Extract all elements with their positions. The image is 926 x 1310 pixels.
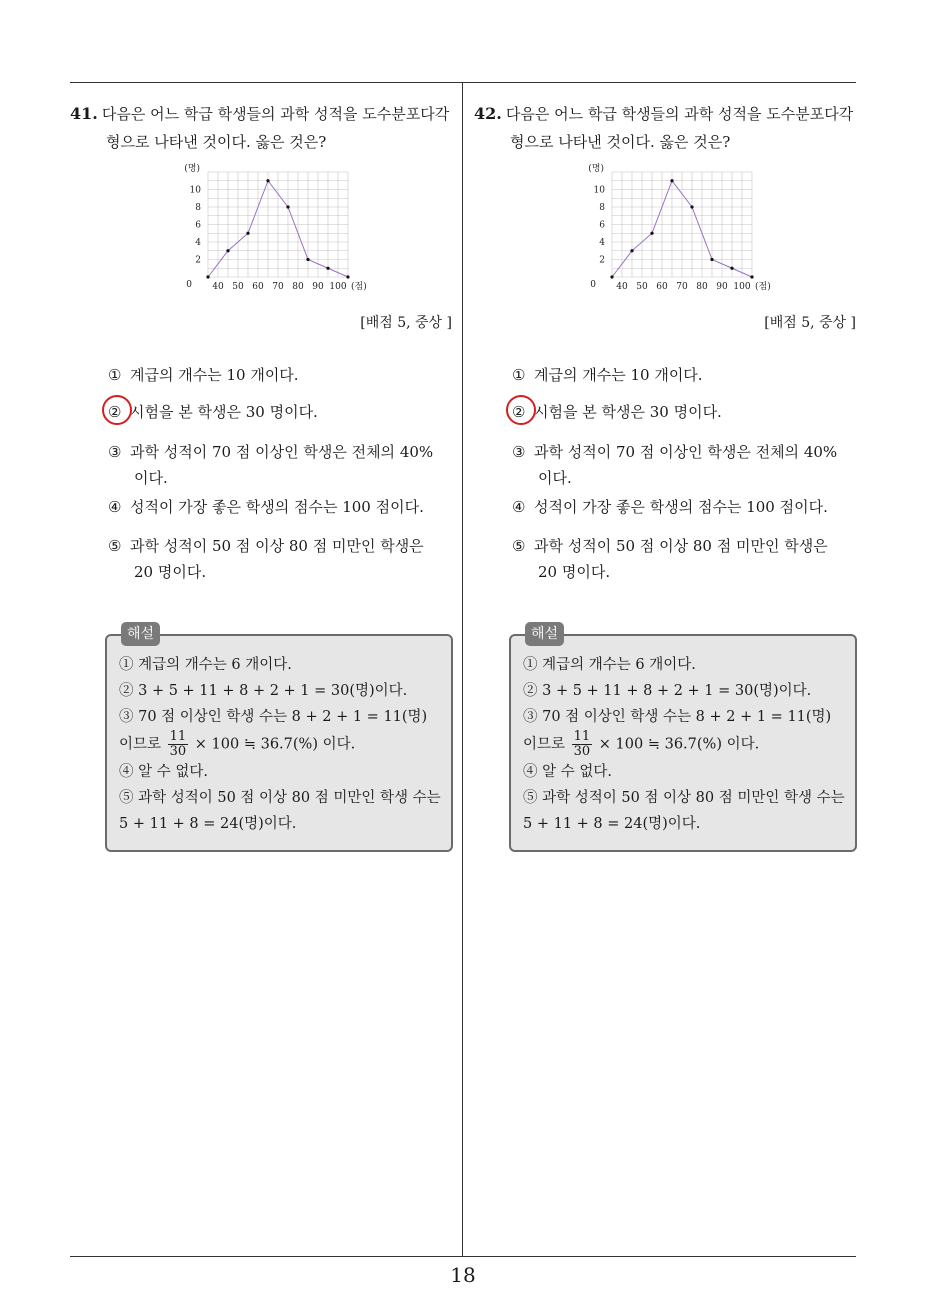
question-41 (70, 100, 460, 832)
y-tick-label: 8 (195, 203, 201, 213)
data-point (670, 179, 673, 182)
choice-text-continued: 20 명이다. (538, 563, 611, 581)
choice-text: 과학 성적이 70 점 이상인 학생은 전체의 40% (130, 443, 434, 461)
fraction-denominator: 30 (169, 744, 187, 759)
data-point (630, 249, 633, 252)
x-tick-label: 60 (656, 282, 668, 292)
x-tick-label: 90 (716, 282, 728, 292)
x-tick-label: 50 (636, 282, 648, 292)
explanation-line: 5 + 11 + 8 = 24(명)이다. (523, 816, 701, 832)
question-stem (70, 100, 460, 128)
fraction (572, 730, 593, 759)
score-label: [배점 5, 중상 ] (764, 315, 856, 331)
score-label: [배점 5, 중상 ] (360, 315, 452, 331)
question-text-line2: 형으로 나타낸 것이다. 옳은 것은? (510, 133, 731, 151)
choice-text-continued: 20 명이다. (134, 563, 207, 581)
page-number: 18 (450, 1263, 476, 1287)
explanation-line: ② 3 + 5 + 11 + 8 + 2 + 1 = 30(명)이다. (119, 683, 408, 699)
fraction (168, 730, 189, 759)
explanation-box (105, 626, 453, 852)
y-zero-label: 0 (186, 280, 192, 290)
data-point (750, 275, 753, 278)
explanation-fraction-line (119, 730, 445, 759)
explanation-line: ③ 70 점 이상인 학생 수는 8 + 2 + 1 = 11(명) (119, 709, 428, 725)
x-tick-label: 50 (232, 282, 244, 292)
choice-2[interactable] (108, 399, 448, 425)
choice-text-continued: 이다. (538, 469, 572, 487)
choice-mark: ④ (108, 498, 122, 516)
explanation-line: ④ 알 수 없다. (119, 764, 208, 780)
answer-circle-mark (102, 395, 132, 425)
choice-5[interactable] (512, 533, 852, 585)
explanation-body (523, 652, 849, 837)
explanation-text: 이므로 (119, 736, 162, 753)
y-zero-label: 0 (590, 280, 596, 290)
choice-text: 과학 성적이 50 점 이상 80 점 미만인 학생은 (534, 537, 828, 555)
x-tick-label: 100 (733, 282, 751, 292)
y-tick-label: 4 (195, 238, 201, 248)
x-tick-label: 60 (252, 282, 264, 292)
x-tick-label: 40 (212, 282, 224, 292)
explanation-line: ① 계급의 개수는 6 개이다. (119, 657, 292, 673)
choice-3[interactable] (108, 439, 448, 491)
x-axis-label: (점) (755, 282, 771, 292)
data-point (346, 275, 349, 278)
question-text-line2: 형으로 나타낸 것이다. 옳은 것은? (106, 133, 327, 151)
y-tick-label: 6 (195, 220, 201, 231)
choice-mark: ④ (512, 498, 526, 516)
y-axis-label: (명) (184, 164, 200, 174)
data-point (650, 232, 653, 235)
data-point (610, 275, 613, 278)
explanation-text: × 100 ≒ 36.7(%) 이다. (598, 736, 760, 753)
choice-mark: ② (108, 403, 122, 421)
y-tick-label: 6 (599, 220, 605, 231)
data-point (306, 258, 309, 261)
data-point (266, 179, 269, 182)
explanation-line: 5 + 11 + 8 = 24(명)이다. (119, 816, 297, 832)
choice-text: 시험을 본 학생은 30 명이다. (534, 403, 722, 421)
choice-4[interactable] (108, 494, 448, 520)
data-point (690, 205, 693, 208)
x-tick-label: 40 (616, 282, 628, 292)
answer-circle-mark (506, 395, 536, 425)
question-42 (474, 100, 864, 832)
choice-mark: ① (108, 366, 122, 384)
question-text-line1: 다음은 어느 학급 학생들의 과학 성적을 도수분포다각 (101, 105, 450, 123)
data-point (206, 275, 209, 278)
question-number: 42. (474, 104, 502, 123)
choice-text: 시험을 본 학생은 30 명이다. (130, 403, 318, 421)
choice-mark: ③ (512, 443, 526, 461)
bottom-rule (70, 1256, 856, 1257)
explanation-tag: 해설 (121, 622, 160, 646)
explanation-body (119, 652, 445, 837)
choice-5[interactable] (108, 533, 448, 585)
choice-text-continued: 이다. (134, 469, 168, 487)
explanation-fraction-line (523, 730, 849, 759)
question-stem (474, 100, 864, 128)
explanation-box (509, 626, 857, 852)
frequency-polygon-chart (180, 162, 370, 292)
x-tick-label: 80 (292, 282, 304, 292)
question-number: 41. (70, 104, 98, 123)
x-tick-label: 70 (272, 282, 284, 292)
fraction-denominator: 30 (573, 744, 591, 759)
y-tick-label: 8 (599, 203, 605, 213)
explanation-line: ② 3 + 5 + 11 + 8 + 2 + 1 = 30(명)이다. (523, 683, 812, 699)
column-divider (462, 82, 463, 1257)
y-tick-label: 10 (189, 185, 201, 196)
choice-text: 계급의 개수는 10 개이다. (130, 366, 299, 384)
data-point (286, 205, 289, 208)
explanation-line: ④ 알 수 없다. (523, 764, 612, 780)
choice-text: 과학 성적이 50 점 이상 80 점 미만인 학생은 (130, 537, 424, 555)
choice-mark: ② (512, 403, 526, 421)
question-text-line1: 다음은 어느 학급 학생들의 과학 성적을 도수분포다각 (505, 105, 854, 123)
choice-text: 성적이 가장 좋은 학생의 점수는 100 점이다. (130, 498, 424, 516)
data-point (326, 267, 329, 270)
choice-text: 성적이 가장 좋은 학생의 점수는 100 점이다. (534, 498, 828, 516)
x-tick-label: 70 (676, 282, 688, 292)
choice-text: 과학 성적이 70 점 이상인 학생은 전체의 40% (534, 443, 838, 461)
choice-2[interactable] (512, 399, 852, 425)
y-tick-label: 10 (593, 185, 605, 196)
fraction-numerator: 11 (573, 729, 591, 744)
frequency-polygon-chart (584, 162, 774, 292)
x-tick-label: 90 (312, 282, 324, 292)
x-tick-label: 100 (329, 282, 347, 292)
data-point (730, 267, 733, 270)
explanation-line: ③ 70 점 이상인 학생 수는 8 + 2 + 1 = 11(명) (523, 709, 832, 725)
choice-1[interactable] (108, 362, 448, 388)
explanation-line: ① 계급의 개수는 6 개이다. (523, 657, 696, 673)
data-point (226, 249, 229, 252)
data-point (710, 258, 713, 261)
choice-text: 계급의 개수는 10 개이다. (534, 366, 703, 384)
y-tick-label: 2 (195, 255, 201, 266)
x-axis-label: (점) (351, 282, 367, 292)
choice-mark: ③ (108, 443, 122, 461)
explanation-tag: 해설 (525, 622, 564, 646)
y-axis-label: (명) (588, 164, 604, 174)
choice-mark: ⑤ (512, 537, 526, 555)
top-rule (70, 82, 856, 83)
explanation-text: × 100 ≒ 36.7(%) 이다. (194, 736, 356, 753)
choice-3[interactable] (512, 439, 852, 491)
choice-1[interactable] (512, 362, 852, 388)
fraction-numerator: 11 (169, 729, 187, 744)
explanation-line: ⑤ 과학 성적이 50 점 이상 80 점 미만인 학생 수는 (523, 790, 845, 806)
choice-4[interactable] (512, 494, 852, 520)
y-tick-label: 4 (599, 238, 605, 248)
data-point (246, 232, 249, 235)
x-tick-label: 80 (696, 282, 708, 292)
y-tick-label: 2 (599, 255, 605, 266)
explanation-line: ⑤ 과학 성적이 50 점 이상 80 점 미만인 학생 수는 (119, 790, 441, 806)
explanation-text: 이므로 (523, 736, 566, 753)
choice-mark: ① (512, 366, 526, 384)
choice-mark: ⑤ (108, 537, 122, 555)
